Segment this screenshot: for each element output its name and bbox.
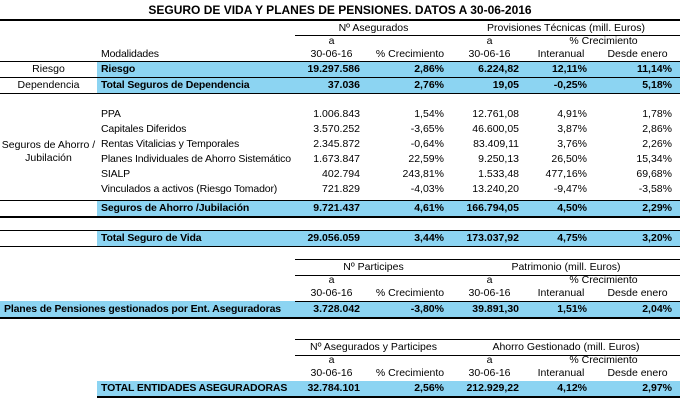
- value-cell: 1,78%: [642, 108, 672, 120]
- row-label: Seguros de Ahorro /Jubilación: [97, 201, 295, 216]
- row-label: Vinculados a activos (Riesgo Tomador): [101, 183, 278, 195]
- pensiones-group-header-row: [0, 259, 680, 274]
- row-label: Riesgo: [97, 62, 295, 77]
- value-cell: 4,75%: [527, 231, 595, 246]
- value-cell: 32.784.101: [295, 381, 368, 398]
- group-header-provisiones-tecnicas: Provisiones Técnicas (mill. Euros): [452, 21, 680, 36]
- value-cell: 2,86%: [642, 123, 672, 135]
- subheader-pct-crecimiento-group: % Crecimiento: [569, 274, 638, 286]
- row-total-ahorro-jubilacion: [0, 200, 680, 218]
- value-cell: 12.761,08: [472, 108, 519, 120]
- value-cell: 3,44%: [368, 231, 452, 246]
- col-header-crecimiento: % Crecimiento: [368, 366, 452, 382]
- total-group-header-row: [0, 339, 680, 354]
- value-cell: 1.006.843: [313, 108, 360, 120]
- vida-column-header-row: [0, 47, 680, 62]
- col-header-crecimiento: % Crecimiento: [368, 286, 452, 302]
- value-cell: 15,34%: [636, 153, 672, 165]
- value-cell: 37.036: [295, 78, 368, 93]
- value-cell: 2,04%: [642, 303, 672, 315]
- value-cell: 9.721.437: [295, 201, 368, 216]
- total-subheader-a-row: [0, 354, 680, 366]
- value-cell: 4,91%: [557, 108, 587, 120]
- col-header-desde-enero: Desde enero: [595, 286, 680, 302]
- value-cell: -0,64%: [410, 138, 444, 150]
- value-cell: 3,20%: [595, 231, 680, 246]
- value-cell: -3,58%: [638, 183, 672, 195]
- value-cell: -9,47%: [553, 183, 587, 195]
- value-cell: -0,25%: [527, 78, 595, 93]
- subheader-a-2: a: [486, 35, 493, 47]
- group-header-num-participes: Nº Participes: [295, 259, 452, 276]
- row-label: PPA: [101, 108, 121, 120]
- col-header-desde-enero: Desde enero: [595, 366, 680, 382]
- row-label: TOTAL ENTIDADES ASEGURADORAS: [97, 381, 295, 398]
- value-cell: 29.056.059: [295, 231, 368, 246]
- value-cell: 721.829: [322, 183, 360, 195]
- row-total-entidades-aseguradoras: [0, 381, 680, 396]
- value-cell: 1,54%: [414, 108, 444, 120]
- col-header-modalidades: Modalidades: [101, 48, 159, 60]
- group-header-patrimonio: Patrimonio (mill. Euros): [452, 259, 680, 276]
- value-cell: 2,97%: [595, 381, 680, 398]
- col-header-interanual: Interanual: [527, 286, 595, 302]
- value-cell: 4,12%: [527, 381, 595, 398]
- row-ppa: [0, 107, 680, 122]
- row-label: Planes Individuales de Ahorro Sistemático: [101, 153, 291, 165]
- row-total-seguro-vida: [0, 230, 680, 247]
- pensiones-subheader-a-row: [0, 274, 680, 286]
- page-title: SEGURO DE VIDA Y PLANES DE PENSIONES. DATOS A 30-06-2016: [0, 2, 680, 21]
- group-header-asegurados-participes: Nº Asegurados y Participes: [295, 339, 452, 356]
- row-label: Rentas Vitalicias y Temporales: [101, 138, 240, 150]
- value-cell: 11,14%: [595, 62, 680, 77]
- row-label: Capitales Diferidos: [101, 123, 187, 135]
- value-cell: -3,65%: [410, 123, 444, 135]
- group-header-num-asegurados: Nº Asegurados: [295, 21, 452, 36]
- value-cell: 13.240,20: [472, 183, 519, 195]
- value-cell: 3,87%: [557, 123, 587, 135]
- col-header-date-1: 30-06-16: [295, 366, 368, 382]
- value-cell: 83.409,11: [473, 138, 519, 150]
- row-label: SIALP: [101, 168, 131, 180]
- col-header-date-1: 30-06-16: [310, 48, 353, 60]
- subheader-a-2: a: [486, 354, 493, 366]
- value-cell: 3.570.252: [313, 123, 360, 135]
- col-header-interanual: Interanual: [537, 48, 585, 60]
- value-cell: 19.297.586: [295, 62, 368, 77]
- value-cell: 19,05: [452, 78, 527, 93]
- col-header-interanual: Interanual: [527, 366, 595, 382]
- row-capitales-diferidos: [0, 122, 680, 137]
- value-cell: 2,86%: [368, 62, 452, 77]
- vida-subheader-a-row: [0, 35, 680, 47]
- col-header-date-2: 30-06-16: [468, 48, 511, 60]
- value-cell: 1.533,48: [478, 168, 519, 180]
- value-cell: 4,50%: [527, 201, 595, 216]
- row-riesgo: [0, 62, 680, 78]
- total-column-header-row: [0, 366, 680, 381]
- value-cell: 3,76%: [557, 138, 587, 150]
- row-vinculados-activos: [0, 182, 680, 197]
- side-label-line-1: Seguros de Ahorro /: [1, 139, 96, 151]
- ahorro-jubilacion-group: [0, 107, 680, 197]
- value-cell: 26,50%: [551, 153, 587, 165]
- value-cell: 2,56%: [368, 381, 452, 398]
- col-header-date-2: 30-06-16: [452, 286, 527, 302]
- value-cell: 173.037,92: [452, 231, 527, 246]
- value-cell: 9.250,13: [478, 153, 519, 165]
- value-cell: 3.728.042: [313, 303, 360, 315]
- value-cell: 2.345.872: [313, 138, 360, 150]
- value-cell: 402.794: [322, 168, 360, 180]
- row-planes-individuales-ahorro: [0, 152, 680, 167]
- subheader-a-1: a: [328, 35, 335, 47]
- value-cell: 5,18%: [595, 78, 680, 93]
- value-cell: -4,03%: [410, 183, 444, 195]
- value-cell: 39.891,30: [472, 303, 519, 315]
- side-label-dependencia: Dependencia: [17, 79, 80, 91]
- value-cell: 1,51%: [557, 303, 587, 315]
- subheader-pct-crecimiento-group: % Crecimiento: [569, 35, 638, 47]
- value-cell: 1.673.847: [313, 153, 360, 165]
- row-planes-pensiones-aseguradoras: [0, 301, 680, 319]
- value-cell: 166.794,05: [452, 201, 527, 216]
- value-cell: 212.929,22: [452, 381, 527, 398]
- row-label: Planes de Pensiones gestionados por Ent. Aseguradoras: [4, 303, 281, 315]
- subheader-a-2: a: [486, 274, 493, 286]
- subheader-pct-crecimiento-group: % Crecimiento: [569, 354, 638, 366]
- value-cell: 6.224,82: [452, 62, 527, 77]
- value-cell: 477,16%: [545, 168, 587, 180]
- value-cell: 46.600,05: [472, 123, 519, 135]
- row-sialp: [0, 167, 680, 182]
- col-header-crecimiento: % Crecimiento: [375, 48, 445, 60]
- value-cell: 22,59%: [408, 153, 444, 165]
- row-label: Total Seguros de Dependencia: [97, 78, 295, 93]
- value-cell: -3,80%: [410, 303, 444, 315]
- value-cell: 69,68%: [636, 168, 672, 180]
- col-header-date-1: 30-06-16: [295, 286, 368, 302]
- value-cell: 2,76%: [368, 78, 452, 93]
- col-header-date-2: 30-06-16: [452, 366, 527, 382]
- vida-group-header-row: [0, 21, 680, 35]
- side-label-riesgo: Riesgo: [32, 63, 65, 75]
- group-header-ahorro-gestionado: Ahorro Gestionado (mill. Euros): [452, 339, 680, 356]
- row-label: Total Seguro de Vida: [97, 231, 295, 246]
- value-cell: 243,81%: [402, 168, 444, 180]
- row-dependencia: [0, 78, 680, 94]
- side-label-line-2: Jubilación: [25, 152, 72, 164]
- subheader-a-1: a: [328, 274, 335, 286]
- row-rentas-vitalicias: [0, 137, 680, 152]
- col-header-desde-enero: Desde enero: [607, 48, 668, 60]
- pensiones-column-header-row: [0, 286, 680, 301]
- side-label-ahorro-jubilacion: [0, 139, 97, 165]
- subheader-a-1: a: [328, 354, 335, 366]
- value-cell: 2,26%: [642, 138, 672, 150]
- value-cell: 2,29%: [595, 201, 680, 216]
- value-cell: 12,11%: [527, 62, 595, 77]
- value-cell: 4,61%: [368, 201, 452, 216]
